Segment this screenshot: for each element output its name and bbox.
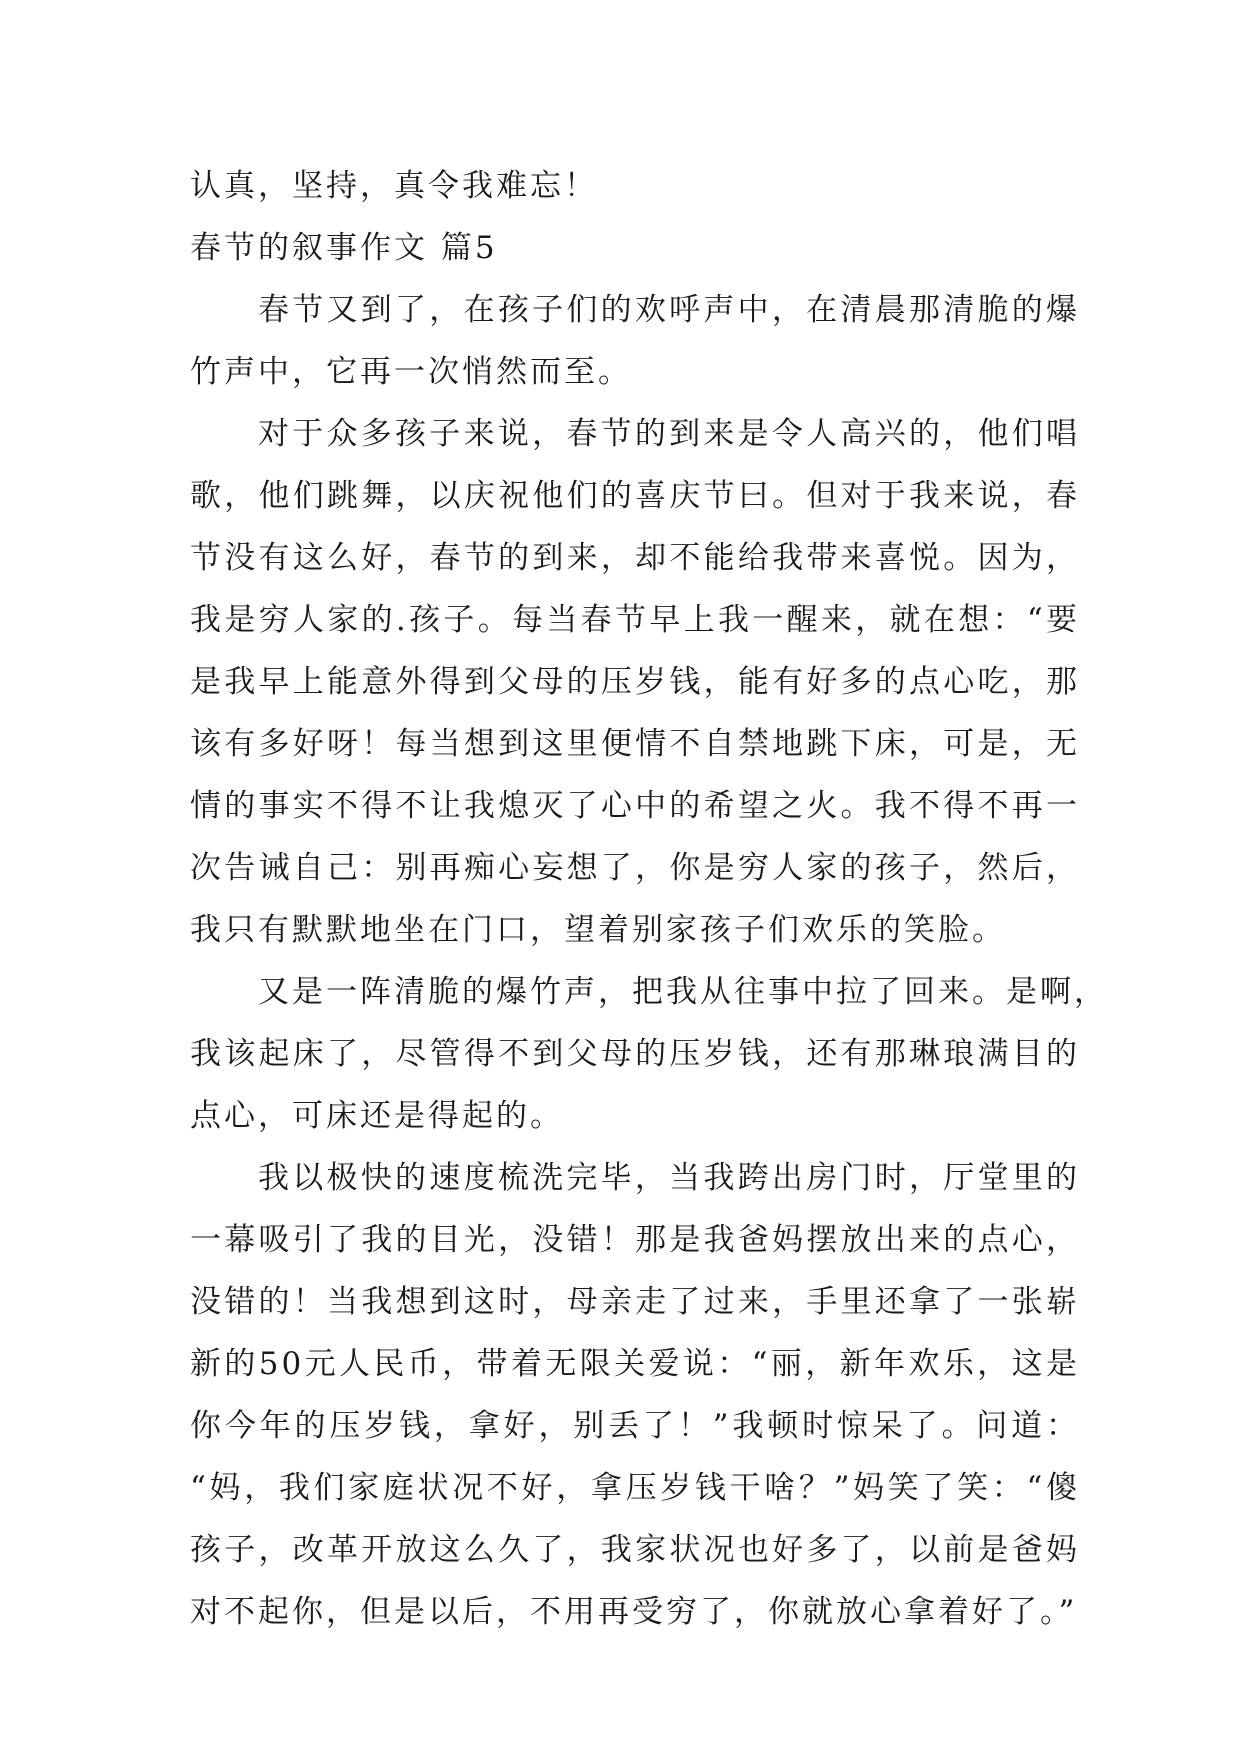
paragraph-line: 一幕吸引了我的目光，没错！那是我爸妈摆放出来的点心， [190, 1222, 1080, 1258]
paragraph-line: “妈，我们家庭状况不好，拿压岁钱干啥？”妈笑了笑：“傻 [190, 1470, 1080, 1506]
paragraph-line: 对不起你，但是以后，不用再受穷了，你就放心拿着好了。” [190, 1594, 1078, 1630]
paragraph-line: 没错的！当我想到这时，母亲走了过来，手里还拿了一张崭 [190, 1284, 1080, 1320]
paragraph-line: 春节又到了，在孩子们的欢呼声中，在清晨那清脆的爆 [258, 292, 1080, 328]
paragraph-line: 竹声中，它再一次悄然而至。 [190, 354, 632, 390]
paragraph-line: 孩子，改革开放这么久了，我家状况也好多了，以前是爸妈 [190, 1532, 1080, 1568]
paragraph-line: 新的50元人民币，带着无限关爱说：“丽，新年欢乐，这是 [190, 1346, 1080, 1382]
document-body [190, 155, 1108, 1643]
paragraph-line: 该有多好呀！每当想到这里便情不自禁地跳下床，可是，无 [190, 726, 1080, 762]
paragraph-2 [190, 403, 1080, 961]
paragraph-line: 节没有这么好，春节的到来，却不能给我带来喜悦。因为， [190, 540, 1080, 576]
paragraph-line: 我是穷人家的.孩子。每当春节早上我一醒来，就在想：“要 [190, 602, 1080, 638]
paragraph-line: 对于众多孩子来说，春节的到来是令人高兴的，他们唱 [258, 416, 1080, 452]
paragraph-line: 你今年的压岁钱，拿好，别丢了！”我顿时惊呆了。问道： [190, 1408, 1080, 1444]
paragraph-line: 我以极快的速度梳洗完毕，当我跨出房门时，厅堂里的 [258, 1160, 1080, 1196]
paragraph-line: 是我早上能意外得到父母的压岁钱，能有好多的点心吃，那 [190, 664, 1080, 700]
paragraph-line: 又是一阵清脆的爆竹声，把我从往事中拉了回来。是啊， [258, 974, 1108, 1010]
paragraph-1 [190, 279, 1080, 403]
paragraph-line: 歌，他们跳舞，以庆祝他们的喜庆节曰。但对于我来说，春 [190, 478, 1080, 514]
paragraph-3 [190, 961, 1108, 1147]
paragraph-4 [190, 1147, 1080, 1643]
section-heading: 春节的叙事作文 篇5 [190, 230, 498, 266]
paragraph-line: 我只有默默地坐在门口，望着别家孩子们欢乐的笑脸。 [190, 912, 1006, 948]
paragraph-line: 点心，可床还是得起的。 [190, 1098, 564, 1134]
opening-line: 认真，坚持，真令我难忘！ [190, 168, 598, 204]
paragraph-line: 我该起床了，尽管得不到父母的压岁钱，还有那琳琅满目的 [190, 1036, 1080, 1072]
paragraph-line: 情的事实不得不让我熄灭了心中的希望之火。我不得不再一 [190, 788, 1080, 824]
paragraph-line: 次告诫自己：别再痴心妄想了，你是穷人家的孩子，然后， [190, 850, 1080, 886]
